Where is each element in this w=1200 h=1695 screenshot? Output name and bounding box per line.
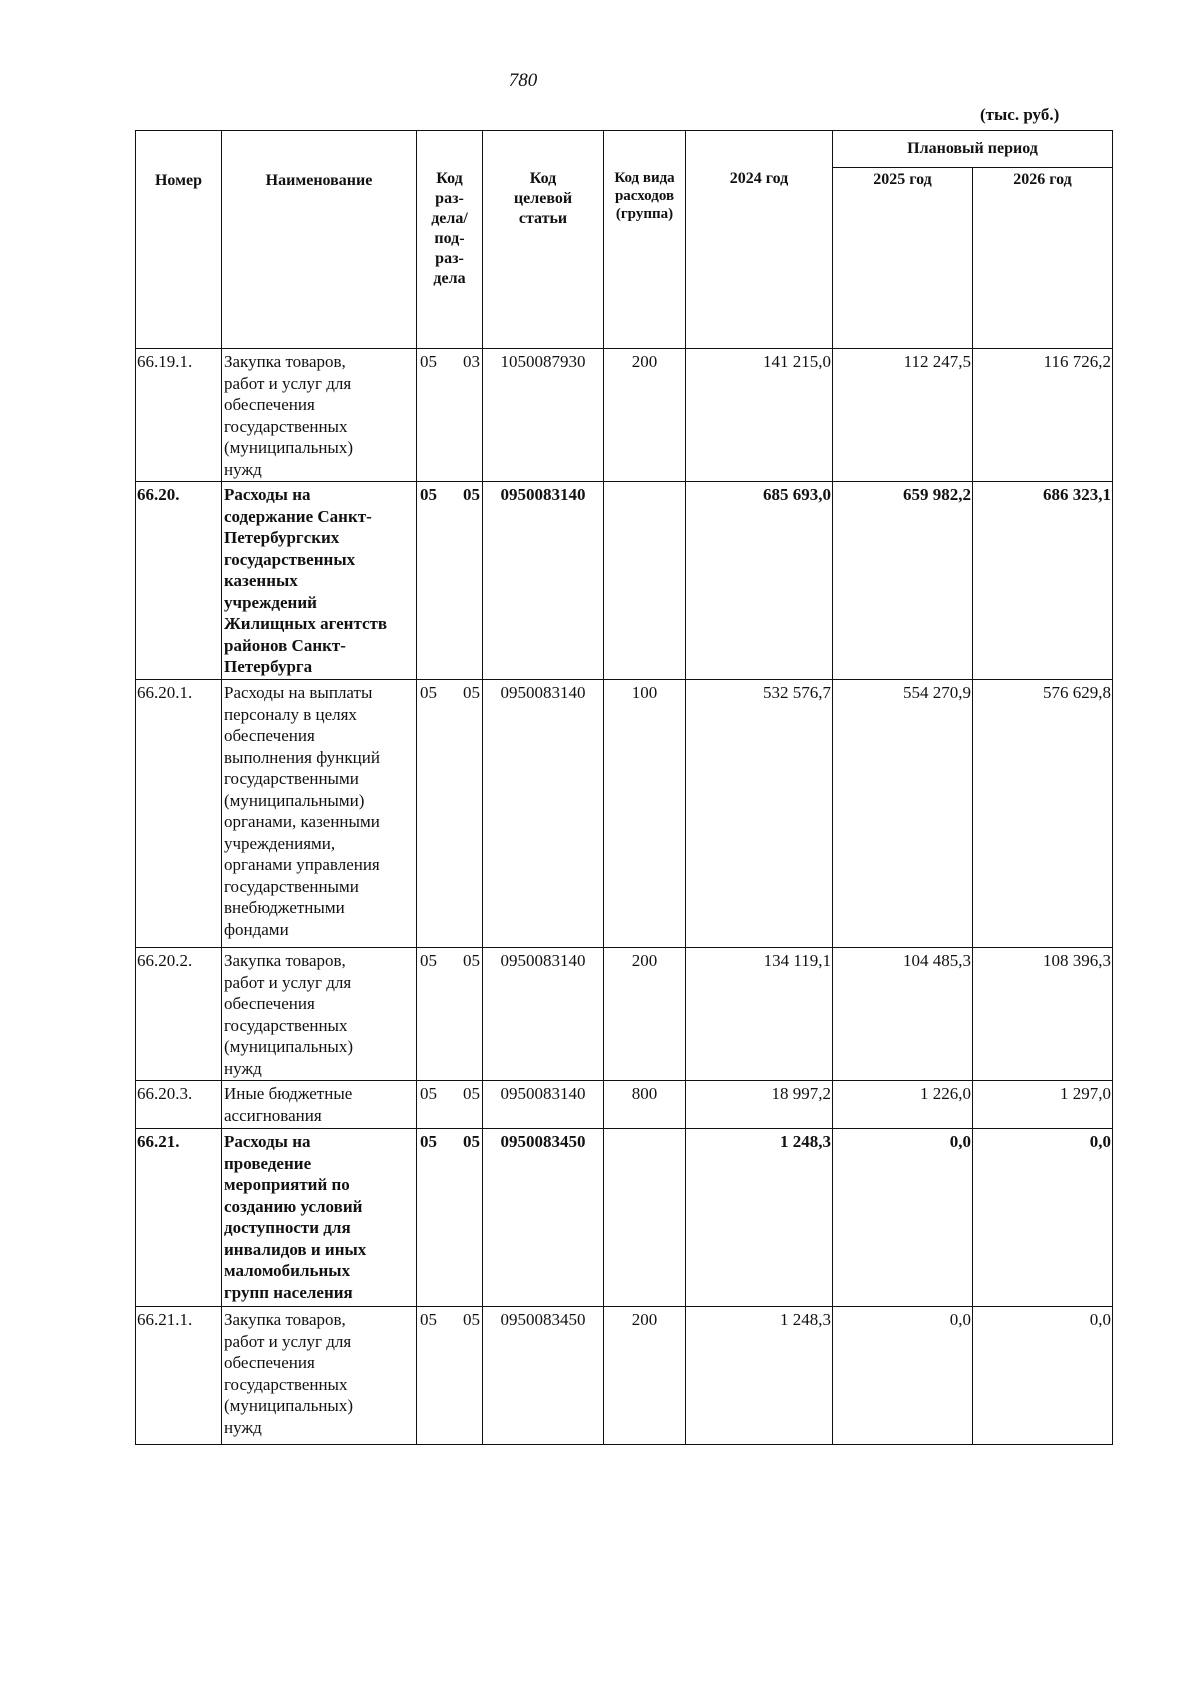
row-target-code: 0950083450: [483, 1129, 604, 1307]
row-amount-2025: 659 982,2: [833, 482, 973, 680]
row-name: [222, 1307, 417, 1445]
table-row: [136, 482, 1113, 680]
row-section-code: [417, 680, 483, 948]
row-name-line: (муниципальными): [224, 790, 365, 810]
row-name-line: содержание Санкт-: [224, 506, 372, 526]
row-name-line: работ и услуг для: [224, 1331, 352, 1351]
row-name-line: государственными: [224, 876, 359, 896]
row-name: [222, 1081, 417, 1129]
row-amount-2025: 0,0: [833, 1307, 973, 1445]
row-amount-2024: 532 576,7: [686, 680, 833, 948]
section-code: 05: [420, 951, 437, 970]
row-name-line: персоналу в целях: [224, 704, 357, 724]
table-row: [136, 1307, 1113, 1445]
row-name-line: внебюджетными: [224, 898, 345, 917]
section-code: 05: [420, 1084, 437, 1103]
section-code: 05: [420, 1132, 437, 1151]
row-name-line: Жилищных агентств: [224, 614, 388, 633]
row-amount-2024: 141 215,0: [686, 349, 833, 482]
row-name-line: маломобильных: [224, 1261, 351, 1280]
section-code: 05: [420, 485, 437, 504]
row-amount-2026: 116 726,2: [973, 349, 1113, 482]
row-name-line: доступности для: [224, 1218, 351, 1237]
row-section-code: [417, 1129, 483, 1307]
row-amount-2026: 1 297,0: [973, 1081, 1113, 1129]
row-name-line: работ и услуг для: [224, 972, 352, 992]
row-name-line: ассигнования: [224, 1105, 322, 1125]
row-name-line: Иные бюджетные: [224, 1084, 353, 1103]
table-row: [136, 1129, 1113, 1307]
row-name: [222, 482, 417, 680]
table-row: [136, 349, 1113, 482]
row-name-line: групп населения: [224, 1282, 353, 1302]
row-name-line: органами управления: [224, 855, 380, 874]
row-name: [222, 349, 417, 482]
header-expense-type: Код вида расходов (группа): [604, 131, 686, 349]
row-target-code: 0950083450: [483, 1307, 604, 1445]
header-row-1: [136, 131, 1113, 168]
row-expense-group: 800: [604, 1081, 686, 1129]
row-name-line: обеспечения: [224, 726, 315, 745]
row-name-line: созданию условий: [224, 1196, 363, 1216]
row-number: 66.20.1.: [136, 680, 222, 948]
row-expense-group: [604, 482, 686, 680]
subsection-code: 03: [463, 352, 480, 371]
table-row: [136, 1081, 1113, 1129]
row-section-code: [417, 482, 483, 680]
row-name-line: учреждений: [224, 592, 317, 612]
row-section-code: [417, 948, 483, 1081]
row-amount-2025: 1 226,0: [833, 1081, 973, 1129]
units-label: (тыс. руб.): [980, 105, 1060, 124]
row-name: [222, 680, 417, 948]
row-name-line: нужд: [224, 459, 262, 479]
row-name-line: государственных: [224, 1015, 348, 1035]
header-number: Номер: [136, 131, 222, 349]
header-year-2026: 2026 год: [973, 168, 1113, 349]
row-name-line: нужд: [224, 1058, 262, 1078]
row-number: 66.20.: [136, 482, 222, 680]
row-name-line: проведение: [224, 1153, 312, 1173]
row-name-line: обеспечения: [224, 1353, 315, 1372]
row-name-line: государственных: [224, 549, 356, 569]
row-expense-group: 200: [604, 1307, 686, 1445]
table-row: [136, 948, 1113, 1081]
budget-table: [135, 130, 1113, 1445]
row-name-line: Закупка товаров,: [224, 1310, 346, 1329]
row-name-line: Закупка товаров,: [224, 352, 346, 371]
row-name-line: органами, казенными: [224, 812, 380, 831]
subsection-code: 05: [463, 1310, 480, 1329]
row-amount-2024: 1 248,3: [686, 1129, 833, 1307]
row-name-line: Расходы на выплаты: [224, 683, 373, 702]
row-amount-2024: 134 119,1: [686, 948, 833, 1081]
row-expense-group: [604, 1129, 686, 1307]
section-code: 05: [420, 352, 437, 371]
row-amount-2025: 0,0: [833, 1129, 973, 1307]
row-name-line: обеспечения: [224, 395, 315, 414]
row-name-line: районов Санкт-: [224, 635, 346, 655]
row-name-line: Расходы на: [224, 1132, 311, 1151]
row-number: 66.19.1.: [136, 349, 222, 482]
row-amount-2024: 1 248,3: [686, 1307, 833, 1445]
row-name-line: мероприятий по: [224, 1175, 350, 1194]
section-code: 05: [420, 1310, 437, 1329]
row-name-line: государственных: [224, 1374, 348, 1394]
row-name-line: государственных: [224, 416, 348, 436]
row-target-code: 1050087930: [483, 349, 604, 482]
row-section-code: [417, 1307, 483, 1445]
header-section: Код раз- дела/ под- раз- дела: [417, 131, 483, 349]
row-number: 66.21.1.: [136, 1307, 222, 1445]
subsection-code: 05: [463, 1132, 480, 1151]
row-number: 66.20.2.: [136, 948, 222, 1081]
row-amount-2026: 576 629,8: [973, 680, 1113, 948]
row-expense-group: 100: [604, 680, 686, 948]
header-planned-period: Плановый период: [833, 131, 1113, 168]
row-amount-2026: 108 396,3: [973, 948, 1113, 1081]
header-year-2025: 2025 год: [833, 168, 973, 349]
row-target-code: 0950083140: [483, 1081, 604, 1129]
row-amount-2024: 685 693,0: [686, 482, 833, 680]
row-section-code: [417, 349, 483, 482]
page-number: 780: [508, 70, 538, 91]
row-target-code: 0950083140: [483, 482, 604, 680]
row-name: [222, 948, 417, 1081]
section-code: 05: [420, 683, 437, 702]
row-expense-group: 200: [604, 948, 686, 1081]
row-name-line: Петербургских: [224, 528, 340, 547]
header-target: Код целевой статьи: [483, 131, 604, 349]
row-amount-2025: 554 270,9: [833, 680, 973, 948]
row-number: 66.21.: [136, 1129, 222, 1307]
row-amount-2026: 0,0: [973, 1129, 1113, 1307]
table-row: [136, 680, 1113, 948]
row-name-line: государственными: [224, 769, 359, 788]
row-name-line: инвалидов и иных: [224, 1239, 367, 1259]
row-section-code: [417, 1081, 483, 1129]
row-target-code: 0950083140: [483, 680, 604, 948]
row-amount-2024: 18 997,2: [686, 1081, 833, 1129]
row-name-line: обеспечения: [224, 994, 315, 1013]
row-name-line: (муниципальных): [224, 1396, 354, 1415]
row-name-line: казенных: [224, 571, 298, 590]
row-name-line: выполнения функций: [224, 747, 380, 767]
header-name: Наименование: [222, 131, 417, 349]
subsection-code: 05: [463, 683, 480, 702]
row-name-line: Закупка товаров,: [224, 951, 346, 970]
row-amount-2026: 686 323,1: [973, 482, 1113, 680]
row-number: 66.20.3.: [136, 1081, 222, 1129]
row-name-line: фондами: [224, 919, 289, 939]
row-name-line: учреждениями,: [224, 833, 336, 853]
row-name-line: (муниципальных): [224, 1037, 354, 1056]
row-target-code: 0950083140: [483, 948, 604, 1081]
row-amount-2026: 0,0: [973, 1307, 1113, 1445]
row-name: [222, 1129, 417, 1307]
row-name-line: Расходы на: [224, 485, 311, 504]
row-amount-2025: 112 247,5: [833, 349, 973, 482]
row-name-line: работ и услуг для: [224, 373, 352, 393]
header-year-2024: 2024 год: [686, 131, 833, 349]
row-name-line: Петербурга: [224, 657, 313, 676]
subsection-code: 05: [463, 1084, 480, 1103]
row-name-line: (муниципальных): [224, 438, 354, 457]
subsection-code: 05: [463, 951, 480, 970]
row-expense-group: 200: [604, 349, 686, 482]
row-amount-2025: 104 485,3: [833, 948, 973, 1081]
subsection-code: 05: [463, 485, 480, 504]
row-name-line: нужд: [224, 1417, 262, 1437]
